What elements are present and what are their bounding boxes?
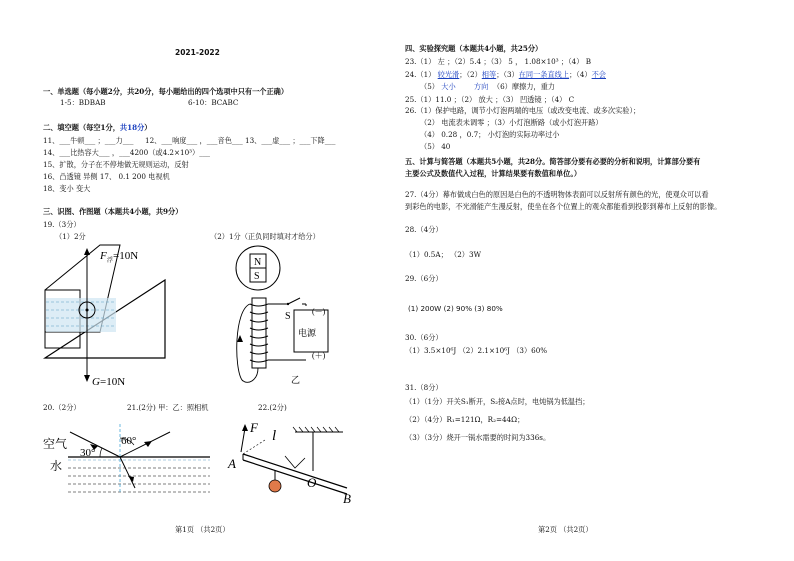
lever-figure — [225, 416, 365, 504]
q30-answer: （1）3.5×10⁶J （2）2.1×10⁶J （3）60% — [405, 346, 548, 355]
switch-s: S — [285, 311, 291, 322]
q22-label: 22.(2分) — [258, 403, 287, 412]
page-footer-left: 第1页 （共2页） — [175, 525, 230, 534]
sec2-title-a: 二、填空题（每空1分， — [43, 123, 120, 132]
q31-part3: （3）（3分）烧开一锅水需要的时间为336s。 — [405, 433, 551, 442]
q24-b2: ；（2） — [459, 70, 482, 79]
q28-answer: （1）0.5A； （2）3W — [405, 250, 481, 259]
q26-part1: 26.（1）保护电路，调节小灯泡两端的电压（或改变电流、或多次实验）； — [405, 106, 641, 115]
q31-part1: （1）（1分）开关S₁断开，S₂接A点时，电炖锅为低温挡； — [405, 397, 590, 406]
yi-label: 乙 — [291, 375, 301, 385]
page-footer-right: 第2页 （共2页） — [538, 525, 593, 534]
q20-label: 20.（2分） — [43, 403, 81, 412]
water-label: 水 — [50, 459, 63, 473]
q19-label: 19.（3分） — [43, 220, 81, 229]
sec1-title: 一、单选题（每小题2分，共20分，每小题给出的四个选项中只有一个正确） — [43, 87, 289, 96]
q24-b7: 不会 — [591, 70, 606, 79]
q24-c2: 方向 — [473, 82, 489, 91]
q27-line1: 27.（4分）幕布做成白色的原因是白色的不透明物体表面可以反射所有颜色的光，使观众可以看 — [405, 190, 709, 199]
q24-c1: 大小 — [441, 82, 456, 91]
sec1-answer-1: 1-5：BDBAB — [60, 98, 106, 107]
q18-answer: 18、变小 变大 — [43, 184, 91, 193]
sec3-title: 三、识图、作图题（本题共4小题，共9分） — [43, 207, 183, 216]
q19-part1: （1）2分 — [55, 232, 86, 241]
refraction-figure — [40, 416, 215, 506]
q24-b1: 较光滑 — [437, 70, 460, 79]
lever-b-label: B — [343, 491, 351, 504]
q29-answer: (1) 200W (2) 90% (3) 80% — [408, 304, 503, 313]
q21-a: 21.(2分) 甲： — [127, 403, 173, 412]
angle-30: 30° — [80, 447, 96, 459]
q26-part2: （2） 电流表未调零 ；（3）小灯泡断路（或小灯泡开路） — [420, 118, 603, 127]
q24-line2 — [420, 82, 555, 91]
q19-part2: （2）1分（正负同时填对才给分） — [210, 232, 320, 241]
q23-answer: 23.（1） 左 ；（2）5.4 ；（3） 5 ， 1.08×10³ ；（4） B — [405, 57, 591, 66]
q15-answer: 15、扩散，分子在不停地做无规则运动，反射 — [43, 160, 189, 169]
sec1-answer-2: 6-10：BCABC — [188, 98, 239, 107]
header-year: 2021-2022 — [175, 48, 220, 57]
q29-label: 29.（6分） — [405, 274, 443, 283]
q24-b5: 在同一条直线上 — [518, 70, 570, 79]
angle-60: 60° — [121, 435, 137, 447]
q24-c0: （5） — [420, 82, 439, 91]
q30-label: 30.（6分） — [405, 333, 443, 342]
buoyancy-figure — [40, 240, 180, 388]
sec2-title-c: ） — [144, 123, 152, 132]
q11-answer: 11、___牛顿___ ；___力___ — [43, 136, 134, 145]
q24-answer — [405, 70, 606, 79]
q24-a: 24.（1） — [405, 70, 438, 79]
g-label: G — [92, 376, 100, 388]
sec4-title: 四、实验探究题（本题共4小题，共25分） — [405, 44, 543, 53]
q24-b6: ；（4） — [569, 70, 592, 79]
q31-part2: （2）（4分）R₁=121Ω，R₂=44Ω； — [405, 415, 525, 424]
q24-b4: ；（3） — [496, 70, 519, 79]
lever-l-label: l — [272, 428, 277, 444]
lever-f-label: F — [250, 420, 258, 435]
electromagnet-figure — [228, 240, 348, 388]
s-pole: S — [254, 271, 260, 282]
q24-b3: 相等 — [481, 70, 497, 79]
q26-part5: （5） 40 — [420, 142, 451, 151]
q21-b: 乙：照相机 — [172, 403, 209, 412]
n-pole: N — [254, 257, 262, 268]
minus-terminal: (－) — [312, 307, 326, 316]
q24-c3: （6）摩擦力，重力 — [492, 82, 555, 91]
q31-label: 31.（8分） — [405, 383, 443, 392]
q12-answer: 12、___响度___ ，___音色___ — [145, 136, 243, 145]
sec2-title — [43, 123, 151, 132]
q25-answer: 25.（1）11.0 ；（2） 放大 ；（3） 凹透镜 ；（4） C — [405, 95, 575, 104]
plus-terminal: (＋) — [312, 351, 326, 360]
q13-answer: 13、___虚___ ；___下降___ — [245, 136, 336, 145]
sec5-title-2: 主要公式及数值代入过程，计算结果要有数值和单位。） — [405, 169, 582, 178]
sec5-title: 五、计算与简答题（本题共5小题，共28分。简答部分要有必要的分析和说明，计算部分要有 — [405, 157, 701, 166]
q16-answer: 16、凸透镜 异侧 17、 0.1 200 电视机 — [43, 172, 170, 181]
g-value: =10N — [100, 376, 126, 388]
q28-label: 28.（4分） — [405, 225, 443, 234]
lever-a-label: A — [228, 456, 236, 471]
q21-label — [127, 403, 208, 412]
f-label: F — [100, 250, 107, 262]
q27-line2: 到彩色的电影，不光滑能产生漫反射，使坐在各个位置上的观众都能看到投影到幕布上反射的影像。 — [405, 202, 722, 211]
power-label: 电源 — [298, 328, 317, 338]
f-sub: 浮 — [107, 258, 114, 264]
lever-o-label: O — [307, 475, 317, 490]
q26-part3: （4） 0.28 ，0.7； 小灯泡的实际功率过小 — [420, 130, 560, 139]
f-value: =10N — [113, 250, 139, 262]
air-label: 空气 — [43, 437, 68, 451]
q14-answer: 14、___比热容大___ ，___4200（或4.2×10³）___ — [43, 148, 211, 157]
sec2-title-b: 共18分 — [119, 123, 145, 132]
